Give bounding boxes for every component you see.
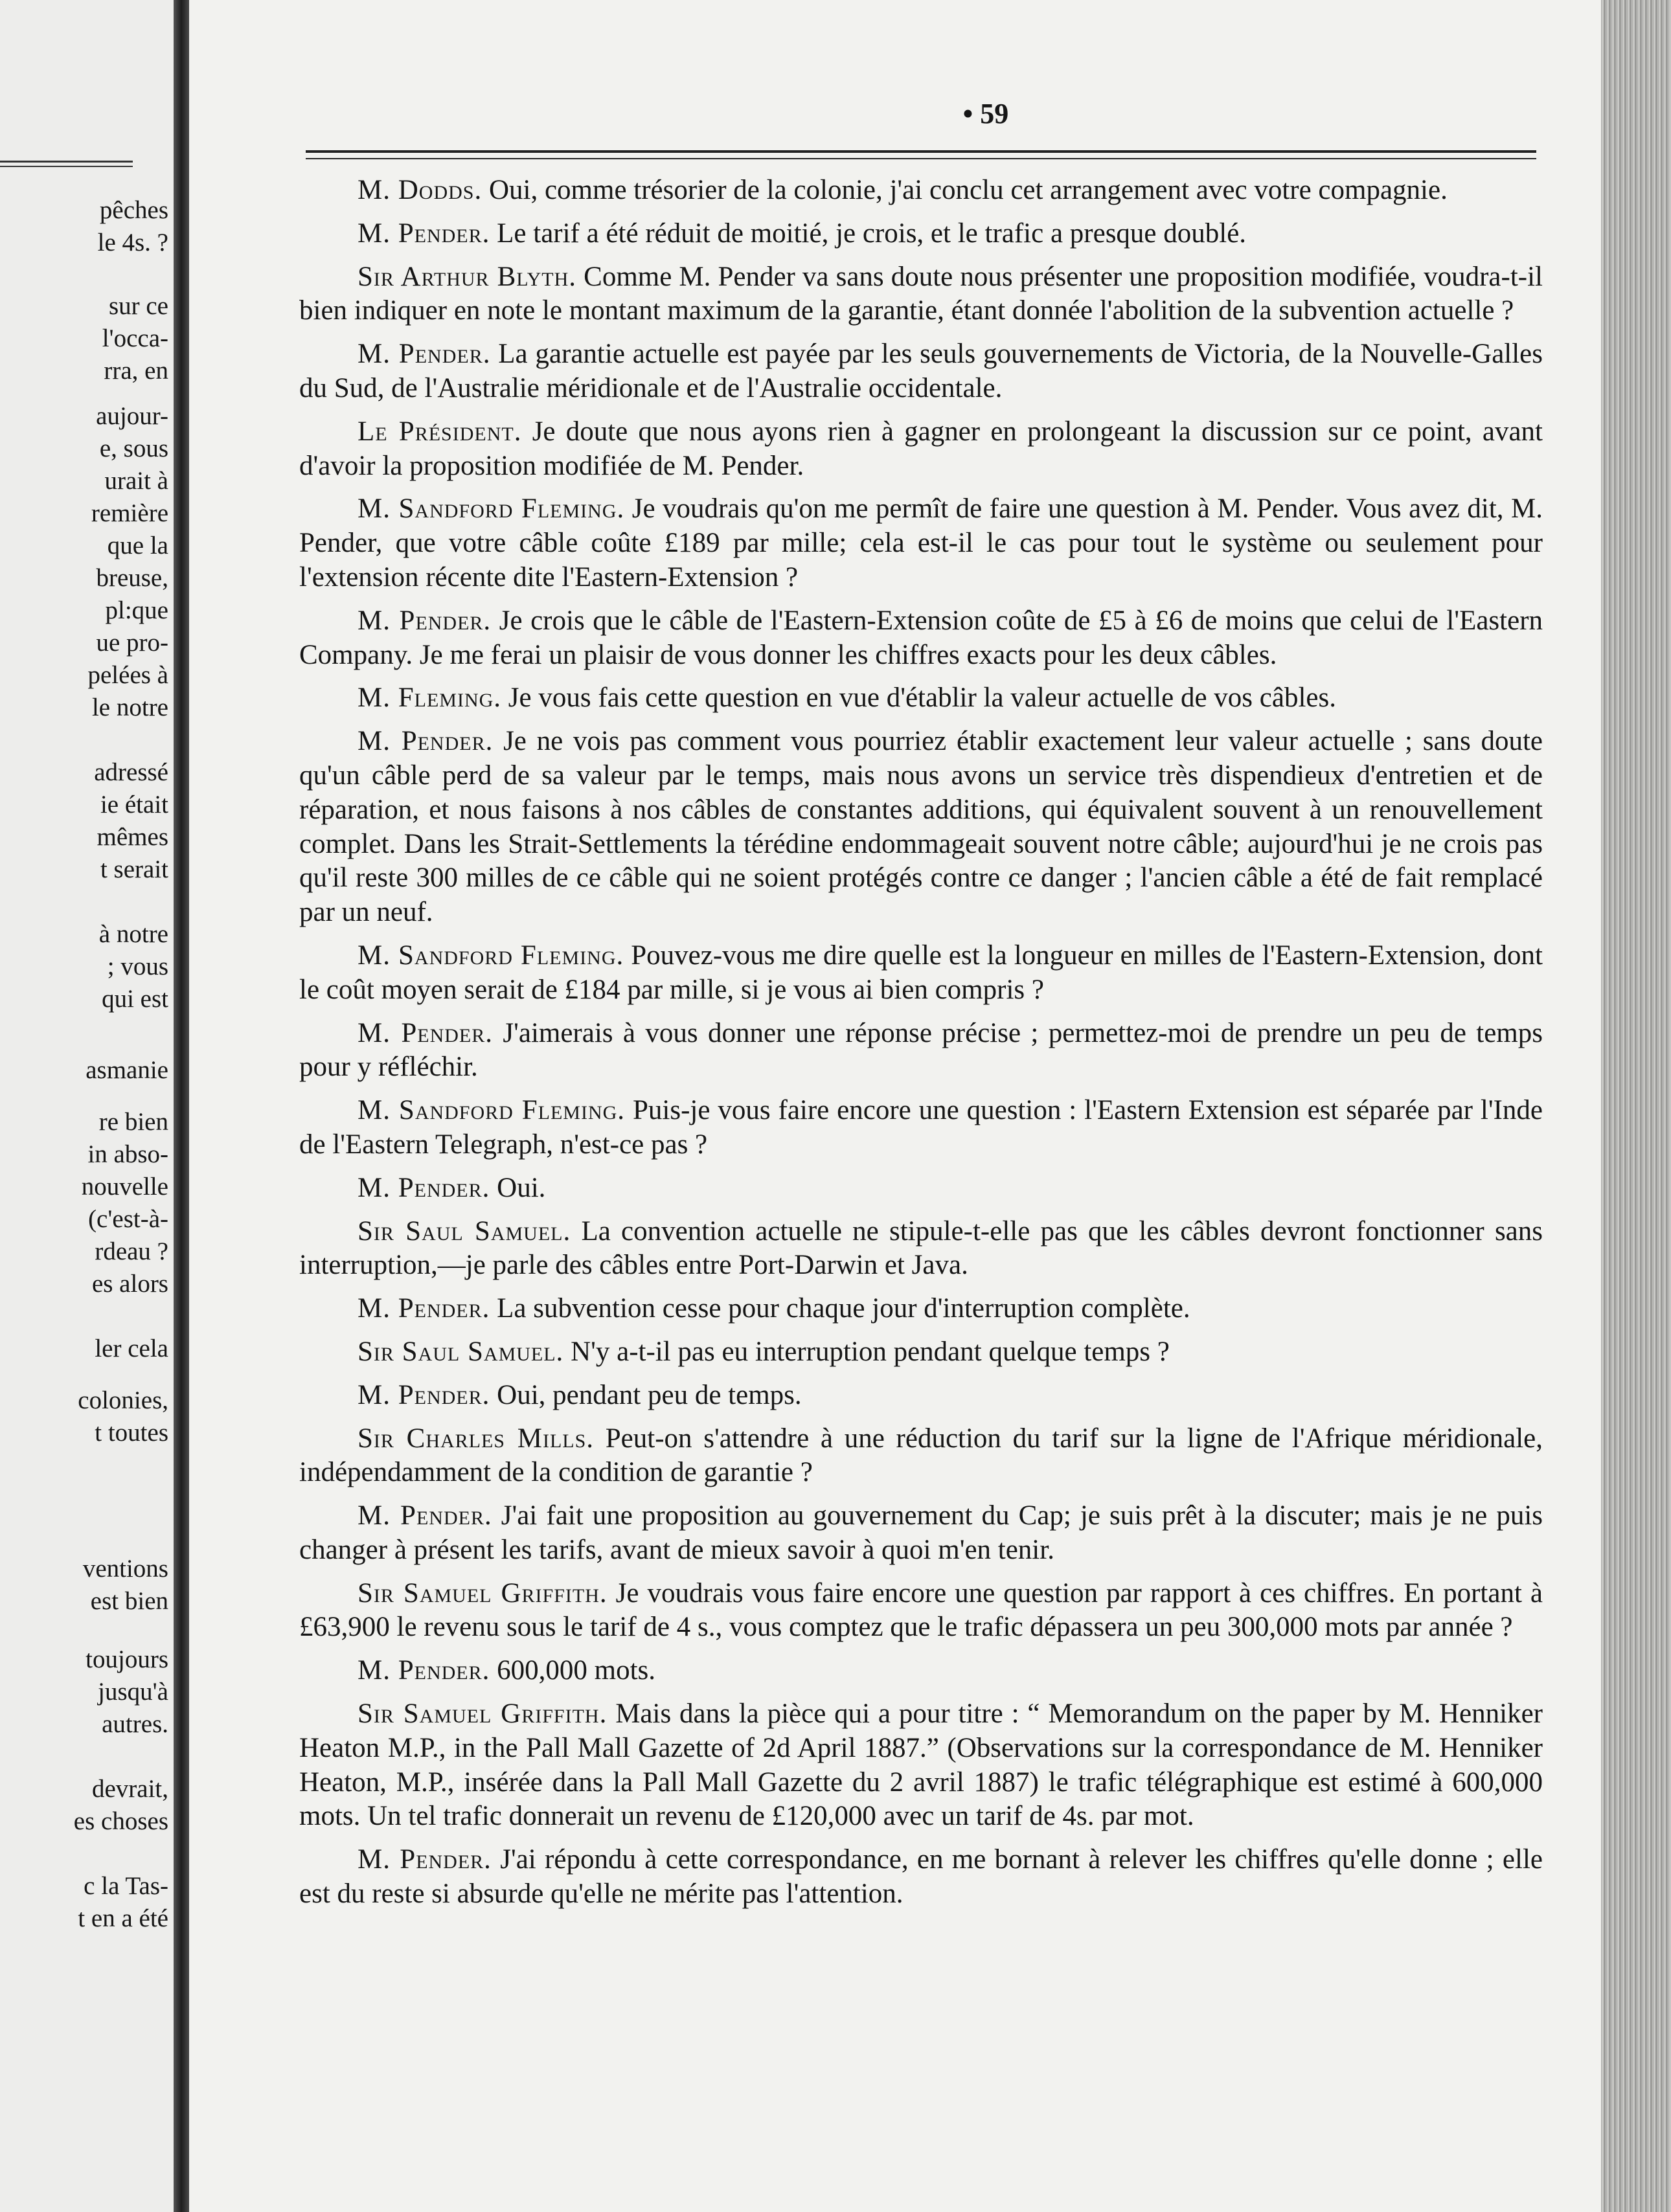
speech-text: Oui, comme trésorier de la colonie, j'ai conclu cet arrangement avec votre compagnie. [488, 175, 1448, 205]
speaker-name: M. Pender. [358, 726, 494, 757]
left-page-line: urait à [104, 467, 168, 495]
left-page-line: pl:que [105, 596, 168, 624]
speaker-name: Sir Saul Samuel. [358, 1215, 571, 1247]
book-gutter [174, 0, 189, 2212]
speaker-name: Sir Arthur Blyth. [358, 261, 577, 292]
speaker-name: M. Fleming. [358, 683, 502, 714]
speaker-name: M. Sandford Fleming. [358, 940, 624, 971]
transcript-paragraph [299, 260, 1543, 329]
speech-text: Je vous fais cette question en vue d'établir la valeur actuelle de vos câbles. [508, 683, 1336, 714]
left-page-line: t serait [100, 855, 168, 883]
left-page-line: pêches [99, 196, 168, 224]
speaker-name: M. Pender. [358, 1844, 492, 1875]
speaker-name: M. Sandford Fleming. [358, 493, 625, 525]
left-page-line: colonies, [78, 1386, 168, 1414]
transcript-paragraph [299, 1577, 1543, 1645]
speaker-name: M. Pender. [358, 218, 490, 249]
transcript-paragraph [299, 1697, 1543, 1834]
right-page [189, 0, 1601, 2212]
transcript-body [299, 174, 1543, 1921]
transcript-paragraph [299, 1654, 1543, 1688]
left-page-line: le 4s. ? [97, 229, 168, 256]
transcript-paragraph [299, 1379, 1543, 1413]
left-page-line: à notre [98, 920, 168, 948]
left-page-rule [0, 166, 133, 167]
speaker-name: M. Sandford Fleming. [358, 1095, 626, 1126]
transcript-paragraph [299, 415, 1543, 484]
speech-text: Oui. [497, 1172, 546, 1203]
left-page-line: in abso- [87, 1140, 168, 1168]
transcript-paragraph [299, 725, 1543, 930]
left-page-line: t en a été [78, 1904, 168, 1932]
speech-text: N'y a-t-il pas eu interruption pendant quelque temps ? [571, 1336, 1170, 1367]
speaker-name: M. Dodds. [358, 175, 483, 205]
left-page-line: ventions [82, 1555, 168, 1583]
left-page-line: adressé [94, 758, 168, 786]
speech-text: Comme M. Pender va sans doute nous présenter une proposition modifiée, voudra-t-il bien indiquer en note le montant maximum de la garantie, étant donnée l'abolition de la subvention actuelle ? [299, 261, 1543, 326]
transcript-paragraph [299, 681, 1543, 716]
left-page-rule [0, 161, 133, 163]
left-page-line: pelées à [87, 661, 168, 689]
speaker-name: Sir Samuel Griffith. [358, 1699, 608, 1730]
left-page-line: c la Tas- [84, 1872, 168, 1900]
left-page-line: ; vous [107, 953, 168, 980]
speech-text: Pouvez-vous me dire quelle est la longueur en milles de l'Eastern-Extension, dont le coût moyen serait de £184 par mille, si je vous ai bien compris ? [299, 940, 1543, 1005]
left-page-line: ler cela [95, 1335, 168, 1362]
left-page-line: es alors [91, 1270, 168, 1298]
speech-text: La convention actuelle ne stipule-t-elle pas que les câbles devront fonctionner sans interruption,—je parle des câbles entre Port-Darwin et Java. [299, 1215, 1543, 1281]
left-page-line: (c'est-à- [88, 1205, 168, 1233]
transcript-paragraph [299, 1843, 1543, 1912]
transcript-paragraph [299, 337, 1543, 406]
left-page-line: autres. [102, 1710, 168, 1738]
speech-text: J'ai répondu à cette correspondance, en me bornant à relever les chiffres qu'elle donne ; elle est du reste si absurde qu'elle ne mérite pas l'attention. [299, 1844, 1543, 1910]
left-page-line: qui est [102, 985, 168, 1013]
transcript-paragraph [299, 1017, 1543, 1085]
left-page-line: mêmes [97, 823, 168, 851]
left-page-line: est bien [90, 1587, 168, 1615]
speech-text: Je crois que le câble de l'Eastern-Extension coûte de £5 à £6 de moins que celui de l'Eastern Company. Je me ferai un plaisir de vous donner les chiffres exacts pour les deux câbles. [299, 605, 1543, 670]
speaker-name: M. Pender. [358, 1172, 490, 1203]
speaker-name: Le Président. [358, 416, 522, 447]
speech-text: Je voudrais qu'on me permît de faire une question à M. Pender. Vous avez dit, M. Pender, que votre câble coûte £189 par mille; cela est-il le cas pour tout le système ou seulement pour l'extension récente dite l'Eastern-Extension ? [299, 493, 1543, 592]
left-page-line: e, sous [99, 435, 168, 462]
page-number: • 59 [962, 98, 1009, 130]
left-page-line: que la [107, 532, 168, 559]
left-page-line: es choses [73, 1807, 168, 1835]
left-page-line: remière [91, 499, 168, 527]
transcript-paragraph [299, 1171, 1543, 1206]
speaker-name: M. Pender. [358, 1017, 494, 1048]
transcript-paragraph [299, 492, 1543, 594]
left-page-line: toujours [85, 1645, 168, 1673]
speech-text: Je voudrais vous faire encore une question par rapport à ces chiffres. En portant à £63,900 le revenu sous le tarif de 4 s., vous comptez que le trafic dépassera un peu 300,000 mots par année ? [299, 1577, 1543, 1643]
speech-text: Le tarif a été réduit de moitié, je crois, et le trafic a presque doublé. [497, 218, 1247, 249]
left-page-line: aujour- [96, 402, 168, 430]
left-page-line: jusqu'à [98, 1678, 168, 1706]
transcript-paragraph [299, 939, 1543, 1008]
left-page-fragment [0, 0, 174, 2212]
transcript-paragraph [299, 1499, 1543, 1568]
transcript-paragraph [299, 1292, 1543, 1326]
speaker-name: Sir Saul Samuel. [358, 1336, 564, 1367]
speech-text: Je ne vois pas comment vous pourriez établir exactement leur valeur actuelle ; sans doute qu'un câble perd de sa valeur par le temps, mais nous avons un service très dispendieux d'entretien et de réparation, et nous faisons à nos câbles de constantes additions, qui équivalent souvent à un renouvellement complet. Dans les Strait-Settlements la térédine endommageait souvent notre câble; aujourd'hui je ne crois pas qu'il reste 300 milles de ce câble qui ne soient protégés contre ce danger ; l'ancien câble a été de fait remplacé par un neuf. [299, 726, 1543, 928]
transcript-paragraph [299, 604, 1543, 673]
speech-text: Mais dans la pièce qui a pour titre : “ Memorandum on the paper by M. Henniker Heaton M.P., in the Pall Mall Gazette of 2d April 1887.” (Observations sur la correspondance de M. Henniker Heaton, M.P., insérée dans la Pall Mall Gazette du 2 avril 1887) le trafic télégraphique est estimé à 600,000 mots. Un tel trafic donnerait un revenu de £120,000 avec un tarif de 4s. par mot. [299, 1699, 1543, 1832]
speaker-name: M. Pender. [358, 1500, 492, 1531]
left-page-line: rdeau ? [95, 1237, 168, 1265]
speaker-name: Sir Samuel Griffith. [358, 1577, 608, 1608]
speech-text: J'aimerais à vous donner une réponse précise ; permettez-moi de prendre un peu de temps pour y réfléchir. [299, 1017, 1543, 1083]
left-page-line: ue pro- [96, 629, 168, 657]
left-page-line: ie était [100, 791, 168, 818]
speaker-name: M. Pender. [358, 339, 491, 370]
left-page-line: sur ce [108, 292, 168, 320]
speaker-name: M. Pender. [358, 1655, 490, 1686]
transcript-paragraph [299, 1335, 1543, 1370]
speech-text: Puis-je vous faire encore une question : l'Eastern Extension est séparée par l'Inde de l'Eastern Telegraph, n'est-ce pas ? [299, 1095, 1543, 1160]
left-page-line: re bien [98, 1108, 168, 1136]
speaker-name: M. Pender. [358, 1379, 490, 1410]
left-page-line: asmanie [85, 1056, 168, 1084]
left-page-line: nouvelle [81, 1173, 168, 1201]
left-page-line: devrait, [91, 1775, 168, 1803]
header-rule [306, 158, 1536, 159]
speech-text: 600,000 mots. [497, 1655, 656, 1686]
transcript-paragraph [299, 1094, 1543, 1162]
left-page-line: le notre [91, 694, 168, 721]
transcript-paragraph [299, 1215, 1543, 1283]
speaker-name: Sir Charles Mills. [358, 1423, 595, 1454]
book-page-edges [1601, 0, 1671, 2212]
speech-text: Oui, pendant peu de temps. [497, 1379, 802, 1410]
header-rule [306, 150, 1536, 153]
left-page-line: t toutes [95, 1419, 168, 1447]
speech-text: La garantie actuelle est payée par les seuls gouvernements de Victoria, de la Nouvelle-Galles du Sud, de l'Australie méridionale et de l'Australie occidentale. [299, 339, 1543, 403]
transcript-paragraph [299, 174, 1543, 208]
left-page-line: breuse, [96, 564, 168, 592]
speech-text: Je doute que nous ayons rien à gagner en prolongeant la discussion sur ce point, avant d'avoir la proposition modifiée de M. Pender. [299, 416, 1543, 481]
speech-text: J'ai fait une proposition au gouvernement du Cap; je suis prêt à la discuter; mais je ne puis changer à présent les tarifs, avant de mieux savoir à quoi m'en tenir. [299, 1500, 1543, 1565]
transcript-paragraph [299, 217, 1543, 251]
speaker-name: M. Pender. [358, 605, 492, 636]
left-page-line: l'occa- [102, 324, 168, 352]
speech-text: La subvention cesse pour chaque jour d'interruption complète. [497, 1293, 1190, 1324]
speaker-name: M. Pender. [358, 1293, 490, 1324]
transcript-paragraph [299, 1422, 1543, 1491]
speech-text: Peut-on s'attendre à une réduction du tarif sur la ligne de l'Afrique méridionale, indépendamment de la condition de garantie ? [299, 1423, 1543, 1488]
left-page-line: rra, en [104, 357, 168, 385]
